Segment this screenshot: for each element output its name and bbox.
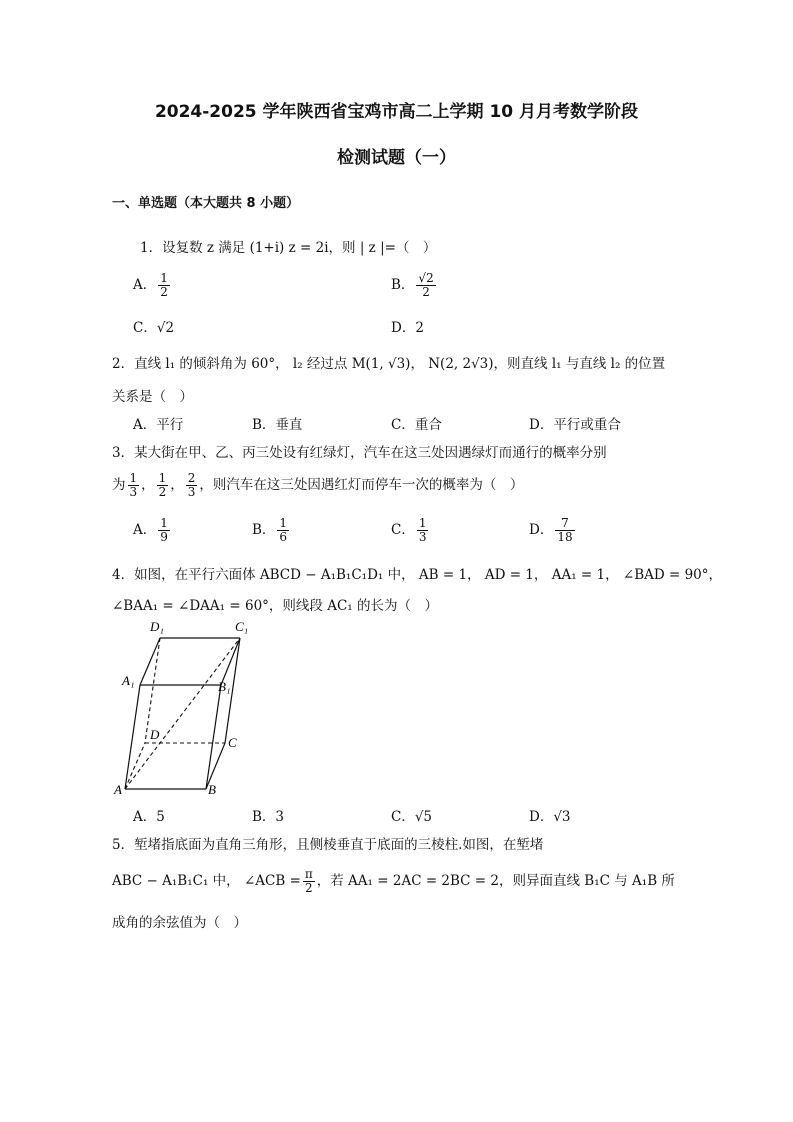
- q4-stem-line-2: ∠BAA₁ = ∠DAA₁ = 60°，则线段 AC₁ 的长为（ ）: [112, 598, 438, 614]
- q1-option-b: [391, 272, 438, 299]
- label-b1: B₁: [218, 679, 231, 694]
- q1-a-fraction: [158, 272, 170, 299]
- q5-suffix: ，若 AA₁ = 2AC = 2BC = 2，则异面直线 B₁C 与 A₁B 所: [316, 873, 675, 889]
- q3-option-b: [252, 517, 291, 544]
- q3-b-num: 1: [279, 516, 288, 530]
- q3-a-den: 9: [160, 530, 168, 544]
- q3-stem-line-1: 3．某大街在甲、乙、丙三处设有红绿灯，汽车在这三处因遇绿灯而通行的概率分别: [112, 445, 607, 461]
- q5-pi-num: π: [304, 867, 313, 881]
- q1-option-a: [133, 272, 172, 299]
- q3-c-fraction: [417, 517, 429, 544]
- title-line-2: 检测试题（一）: [337, 148, 456, 168]
- q3-stem-line-2: 为 $\frac{1}{3}$ ， $\frac{1}{2}$ ， $\frac{2}{3}$ ，则汽车在这三处因遇红灯而停车一次的概率为（ ）: [112, 471, 524, 499]
- label-c: C: [228, 735, 237, 750]
- q2-stem-line-1: 2．直线 l₁ 的倾斜角为 60°， l₂ 经过点 M(1, √3)， N(2, 2√3)，则直线 l₁ 与直线 l₂ 的位置: [112, 356, 666, 372]
- q3-frac-2-num: 1: [158, 471, 167, 485]
- q3-b-label: B．: [252, 522, 276, 538]
- title-line-1: 2024-2025 学年陕西省宝鸡市高二上学期 10 月月考数学阶段: [154, 102, 639, 122]
- q3-frac-2: [157, 472, 169, 499]
- q4-option-a: A．5: [133, 809, 165, 825]
- q3-frac-3: [186, 472, 198, 499]
- q3-option-d: [529, 517, 577, 544]
- q2-option-d: D．平行或重合: [529, 417, 621, 433]
- q1-b-label: B．: [391, 277, 415, 293]
- q3-frac-1-den: 3: [129, 485, 138, 499]
- q1-a-den: 2: [160, 285, 168, 299]
- edge-a1-a: [125, 685, 140, 789]
- q3-c-num: 1: [418, 516, 427, 530]
- q3-frac-1: [128, 472, 140, 499]
- q1-d-label: D．: [391, 320, 416, 336]
- label-d1: D₁: [150, 619, 164, 634]
- q4-option-d: D．√3: [529, 809, 571, 825]
- section-heading: 一、单选题（本大题共 8 小题）: [112, 196, 300, 211]
- q2-option-b: B．垂直: [252, 417, 303, 433]
- q3-a-label: A．: [133, 522, 157, 538]
- diagonal-a-c1: [125, 638, 240, 789]
- q1-b-den: 2: [422, 285, 430, 299]
- q3-option-a: [133, 517, 172, 544]
- q2-option-c: C．重合: [391, 417, 442, 433]
- edge-b1-b: [206, 685, 221, 789]
- q1-d-value: 2: [415, 320, 424, 336]
- q3-a-num: 1: [160, 516, 168, 530]
- q5-pi-den: 2: [305, 881, 313, 895]
- q3-option-c: [391, 517, 430, 544]
- q1-a-num: 1: [160, 271, 168, 285]
- q3-suffix: ，则汽车在这三处因遇红灯而停车一次的概率为（ ）: [199, 477, 524, 493]
- q5-stem-line-2: [112, 868, 675, 895]
- q1-b-fraction: [416, 272, 435, 299]
- q2-stem-line-2: 关系是（ ）: [112, 389, 193, 405]
- label-d: D: [150, 727, 160, 742]
- q3-d-label: D．: [529, 522, 554, 538]
- q1-c-value: √2: [156, 320, 175, 336]
- q1-c-label: C．: [133, 320, 157, 336]
- q3-c-den: 3: [418, 530, 427, 544]
- label-b: B: [208, 782, 216, 797]
- label-c1: C₁: [235, 619, 249, 634]
- q3-d-num: 7: [555, 517, 574, 531]
- q3-d-fraction: [555, 517, 574, 544]
- q5-stem-line-1: 5．堑堵指底面为直角三角形，且侧棱垂直于底面的三棱柱.如图，在堑堵: [112, 837, 544, 853]
- q3-b-fraction: [277, 517, 289, 544]
- q5-stem-line-3: 成角的余弦值为（ ）: [112, 915, 247, 931]
- q1-option-c: [133, 316, 174, 336]
- label-a: A: [114, 782, 122, 797]
- q4-stem-line-1: 4．如图，在平行六面体 ABCD − A₁B₁C₁D₁ 中， AB = 1， AD = 1， AA₁ = 1， ∠BAD = 90°，: [112, 567, 723, 583]
- q3-frac-3-den: 3: [187, 485, 196, 499]
- q3-prefix: 为: [112, 477, 126, 493]
- q4-option-c: C．√5: [391, 809, 433, 825]
- q3-d-den: 18: [557, 530, 573, 544]
- q3-a-fraction: [158, 517, 170, 544]
- q4-option-b: B．3: [252, 809, 285, 825]
- q5-pi-fraction: [303, 868, 315, 895]
- q3-frac-3-num: 2: [187, 471, 196, 485]
- q3-c-label: C．: [391, 522, 415, 538]
- q3-frac-1-num: 1: [129, 471, 138, 485]
- q1-stem: 1．设复数 z 满足 (1+i) z = 2i，则 | z |=（ ）: [140, 240, 437, 256]
- q1-option-d: [391, 316, 424, 336]
- parallelepiped-figure: [110, 615, 270, 800]
- q5-prefix: ABC − A₁B₁C₁ 中， ∠ACB =: [112, 873, 301, 889]
- q2-option-a: A．平行: [133, 417, 184, 433]
- q1-b-num: √2: [418, 271, 434, 285]
- q3-b-den: 6: [279, 530, 288, 544]
- q3-frac-2-den: 2: [158, 485, 167, 499]
- label-a1: A₁: [122, 673, 135, 688]
- q1-a-label: A．: [133, 277, 157, 293]
